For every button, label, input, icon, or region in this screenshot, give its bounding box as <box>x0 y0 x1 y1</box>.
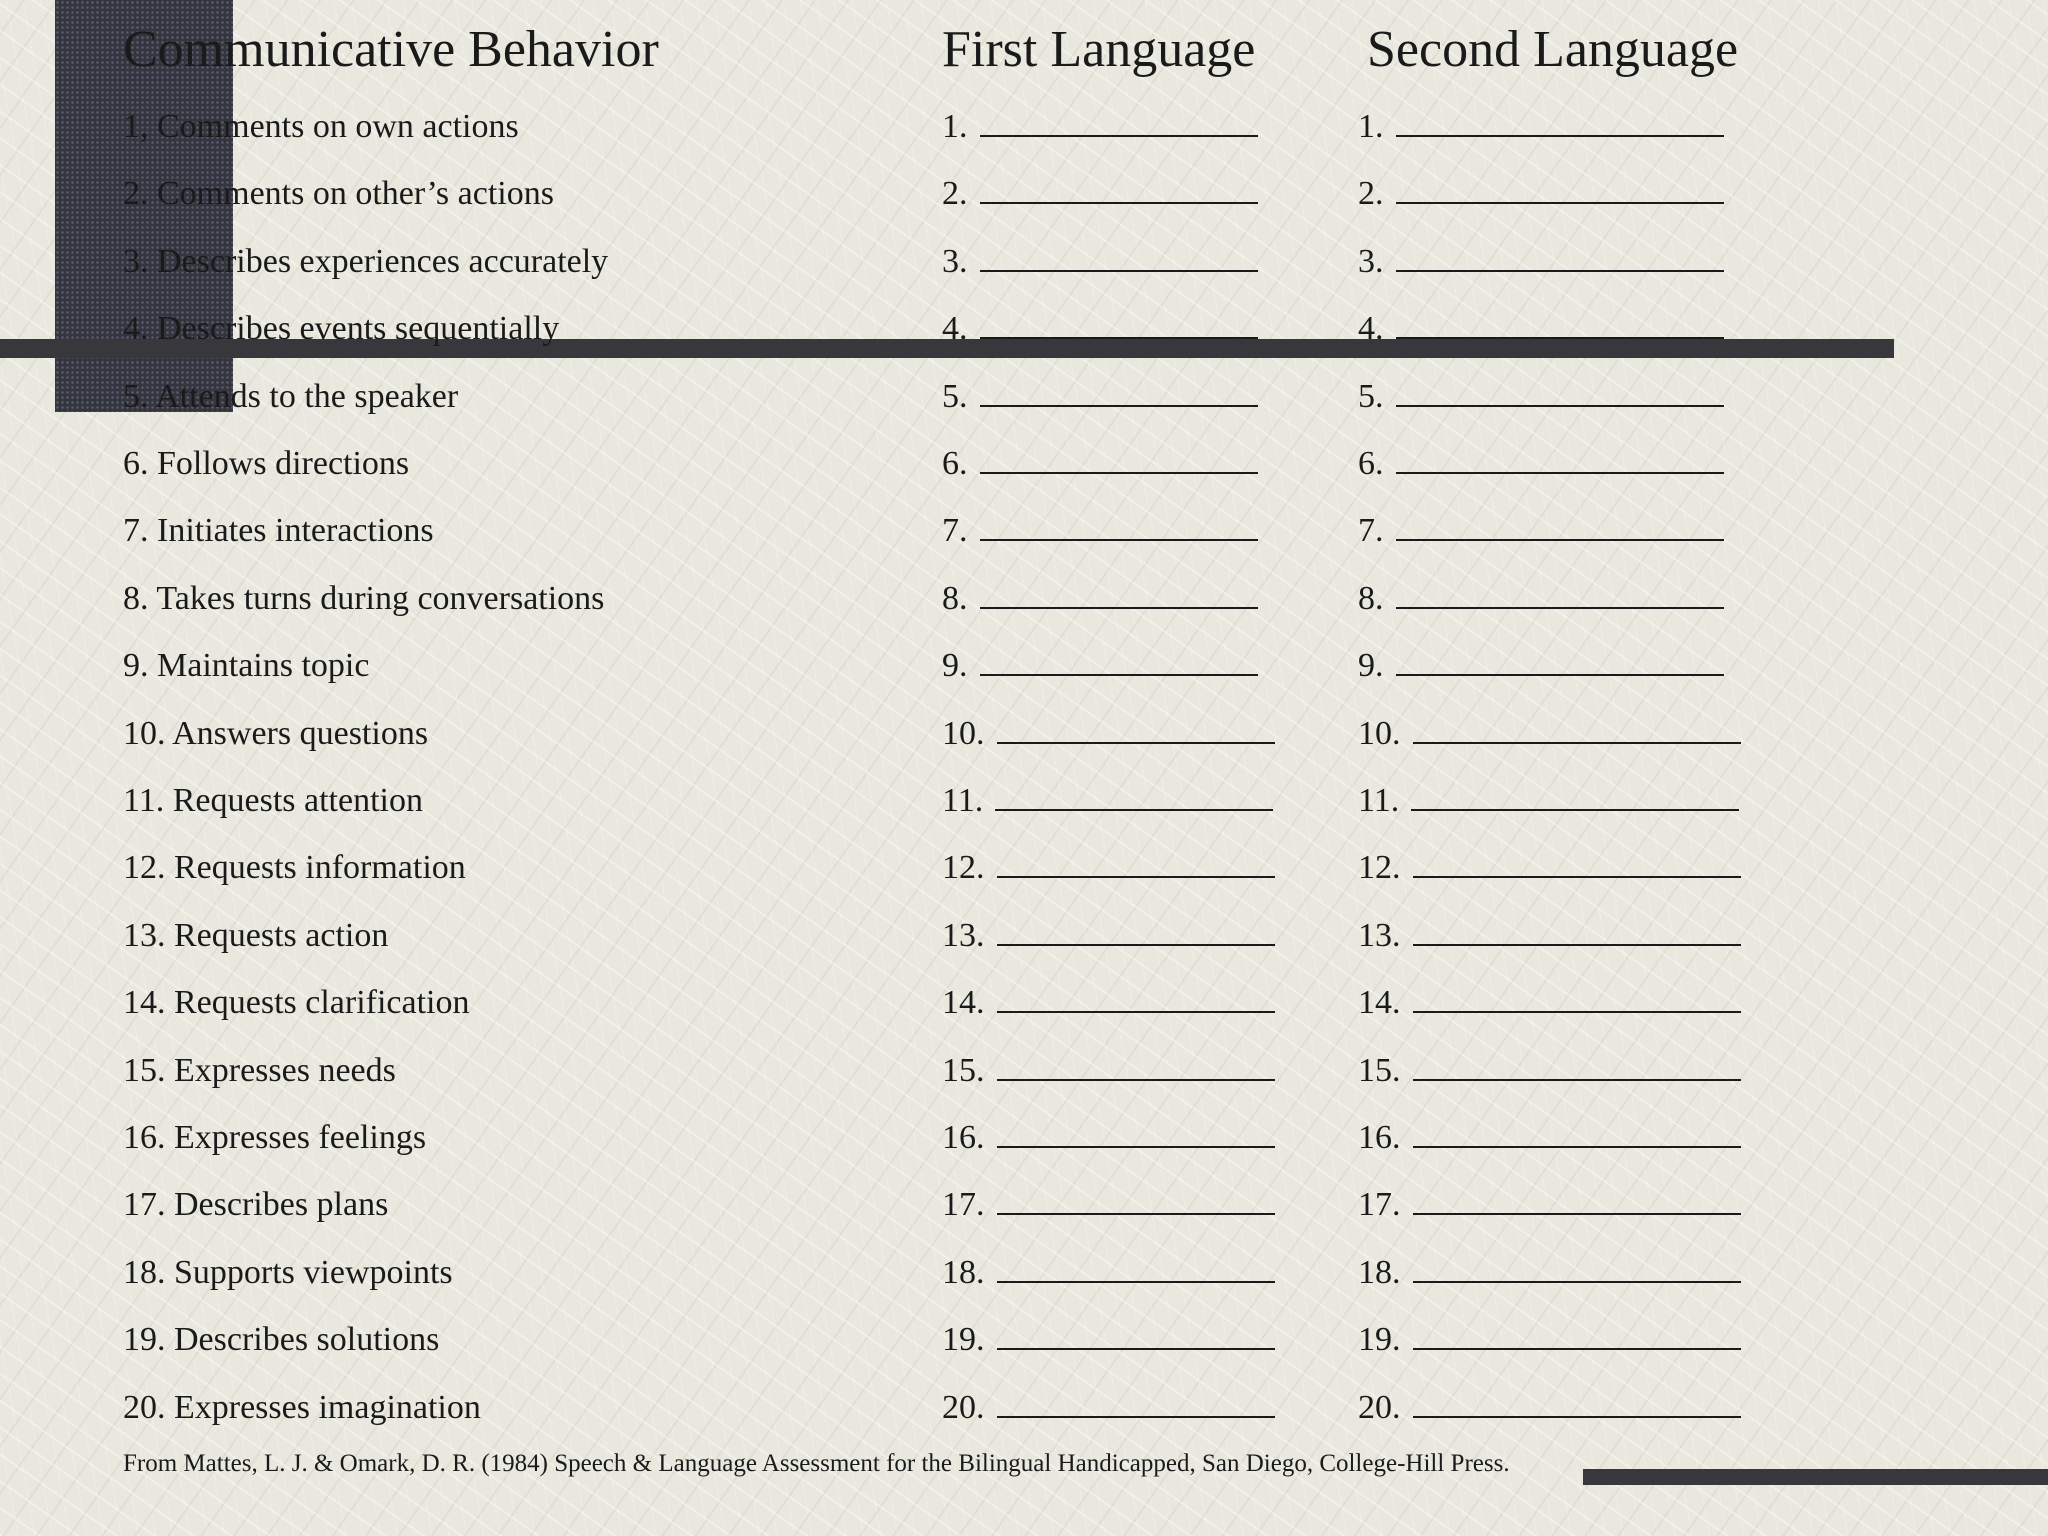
first-language-blank[interactable] <box>980 509 1258 541</box>
first-language-number: 11. <box>942 782 984 819</box>
first-language-blank[interactable] <box>980 240 1258 272</box>
first-language-number: 6. <box>942 445 968 482</box>
first-language-blank[interactable] <box>997 1116 1275 1148</box>
first-language-number: 18. <box>942 1254 985 1291</box>
first-language-entry <box>942 1384 1275 1432</box>
first-language-number: 9. <box>942 647 968 684</box>
first-language-blank[interactable] <box>980 442 1258 474</box>
first-language-number: 20. <box>942 1389 985 1426</box>
first-language-entry <box>942 170 1258 218</box>
checklist-row <box>0 1384 2048 1432</box>
first-language-number: 10. <box>942 715 985 752</box>
second-language-number: 1. <box>1358 108 1384 145</box>
second-language-blank[interactable] <box>1413 981 1741 1013</box>
first-language-entry <box>942 575 1258 623</box>
first-language-entry <box>942 844 1275 892</box>
first-language-number: 15. <box>942 1052 985 1089</box>
second-language-entry <box>1358 238 1724 286</box>
behavior-label: 2. Comments on other’s actions <box>123 175 554 212</box>
second-language-blank[interactable] <box>1413 1116 1741 1148</box>
checklist-row <box>0 642 2048 690</box>
first-language-blank[interactable] <box>997 1183 1275 1215</box>
second-language-blank[interactable] <box>1413 914 1741 946</box>
checklist-row <box>0 1181 2048 1229</box>
second-language-number: 16. <box>1358 1119 1401 1156</box>
second-language-number: 5. <box>1358 378 1384 415</box>
first-language-blank[interactable] <box>980 375 1258 407</box>
second-language-blank[interactable] <box>1396 240 1724 272</box>
first-language-entry <box>942 507 1258 555</box>
second-language-number: 20. <box>1358 1389 1401 1426</box>
first-language-number: 5. <box>942 378 968 415</box>
first-language-entry <box>942 710 1275 758</box>
first-language-number: 14. <box>942 984 985 1021</box>
second-language-number: 6. <box>1358 445 1384 482</box>
first-language-entry <box>942 305 1258 353</box>
second-language-blank[interactable] <box>1411 779 1739 811</box>
checklist-row <box>0 1047 2048 1095</box>
second-language-number: 4. <box>1358 310 1384 347</box>
second-language-entry <box>1358 507 1724 555</box>
checklist-row <box>0 979 2048 1027</box>
second-language-blank[interactable] <box>1413 712 1741 744</box>
first-language-blank[interactable] <box>997 846 1275 878</box>
checklist-row <box>0 170 2048 218</box>
second-language-blank[interactable] <box>1396 105 1724 137</box>
first-language-entry <box>942 103 1258 151</box>
checklist-row <box>0 912 2048 960</box>
behavior-label: 19. Describes solutions <box>123 1321 440 1358</box>
second-language-number: 9. <box>1358 647 1384 684</box>
second-language-blank[interactable] <box>1396 644 1724 676</box>
checklist-row <box>0 305 2048 353</box>
second-language-entry <box>1358 1384 1741 1432</box>
behavior-label: 20. Expresses imagination <box>123 1389 481 1426</box>
first-language-number: 16. <box>942 1119 985 1156</box>
behavior-label: 3. Describes experiences accurately <box>123 243 609 280</box>
first-language-entry <box>942 1181 1275 1229</box>
header-communicative-behavior: Communicative Behavior <box>123 21 659 78</box>
behavior-label: 12. Requests information <box>123 849 466 886</box>
second-language-number: 18. <box>1358 1254 1401 1291</box>
second-language-number: 10. <box>1358 715 1401 752</box>
second-language-entry <box>1358 710 1741 758</box>
second-language-blank[interactable] <box>1396 577 1724 609</box>
second-language-blank[interactable] <box>1413 1049 1741 1081</box>
second-language-entry <box>1358 440 1724 488</box>
second-language-entry <box>1358 305 1724 353</box>
checklist-row <box>0 1114 2048 1162</box>
second-language-entry <box>1358 642 1724 690</box>
checklist-row <box>0 575 2048 623</box>
first-language-entry <box>942 373 1258 421</box>
header-second-language: Second Language <box>1367 21 1739 78</box>
first-language-entry <box>942 1114 1275 1162</box>
second-language-entry <box>1358 170 1724 218</box>
second-language-entry <box>1358 1316 1741 1364</box>
checklist-row <box>0 710 2048 758</box>
second-language-entry <box>1358 373 1724 421</box>
second-language-blank[interactable] <box>1413 1318 1741 1350</box>
checklist-row <box>0 1316 2048 1364</box>
first-language-number: 17. <box>942 1186 985 1223</box>
header-first-language: First Language <box>942 21 1256 78</box>
behavior-label: 16. Expresses feelings <box>123 1119 427 1156</box>
first-language-entry <box>942 440 1258 488</box>
behavior-label: 14. Requests clarification <box>123 984 470 1021</box>
checklist-row <box>0 844 2048 892</box>
first-language-entry <box>942 1249 1275 1297</box>
second-language-number: 2. <box>1358 175 1384 212</box>
second-language-entry <box>1358 1114 1741 1162</box>
first-language-blank[interactable] <box>980 307 1258 339</box>
behavior-label: 7. Initiates interactions <box>123 512 434 549</box>
second-language-number: 12. <box>1358 849 1401 886</box>
first-language-number: 4. <box>942 310 968 347</box>
behavior-label: 18. Supports viewpoints <box>123 1254 453 1291</box>
behavior-label: 9. Maintains topic <box>123 647 370 684</box>
behavior-label: 4. Describes events sequentially <box>123 310 560 347</box>
first-language-number: 8. <box>942 580 968 617</box>
second-language-number: 14. <box>1358 984 1401 1021</box>
second-language-number: 15. <box>1358 1052 1401 1089</box>
checklist-row <box>0 777 2048 825</box>
second-language-entry <box>1358 575 1724 623</box>
second-language-number: 8. <box>1358 580 1384 617</box>
checklist-row <box>0 507 2048 555</box>
second-language-blank[interactable] <box>1396 375 1724 407</box>
checklist-row <box>0 440 2048 488</box>
first-language-number: 19. <box>942 1321 985 1358</box>
first-language-number: 1. <box>942 108 968 145</box>
first-language-blank[interactable] <box>997 981 1275 1013</box>
behavior-label: 13. Requests action <box>123 917 389 954</box>
behavior-label: 1, Comments on own actions <box>123 108 519 145</box>
first-language-blank[interactable] <box>980 172 1258 204</box>
second-language-entry <box>1358 844 1741 892</box>
second-language-number: 3. <box>1358 243 1384 280</box>
behavior-label: 6. Follows directions <box>123 445 410 482</box>
first-language-blank[interactable] <box>980 644 1258 676</box>
first-language-number: 13. <box>942 917 985 954</box>
checklist-row <box>0 103 2048 151</box>
second-language-blank[interactable] <box>1413 846 1741 878</box>
first-language-blank[interactable] <box>997 1251 1275 1283</box>
second-language-number: 7. <box>1358 512 1384 549</box>
first-language-entry <box>942 1316 1275 1364</box>
first-language-blank[interactable] <box>997 712 1275 744</box>
second-language-blank[interactable] <box>1413 1183 1741 1215</box>
second-language-entry <box>1358 103 1724 151</box>
second-language-number: 17. <box>1358 1186 1401 1223</box>
first-language-entry <box>942 979 1275 1027</box>
first-language-number: 7. <box>942 512 968 549</box>
second-language-entry <box>1358 1249 1741 1297</box>
second-language-entry <box>1358 912 1741 960</box>
first-language-blank[interactable] <box>980 105 1258 137</box>
first-language-blank[interactable] <box>997 1318 1275 1350</box>
second-language-number: 11. <box>1358 782 1400 819</box>
first-language-number: 2. <box>942 175 968 212</box>
second-language-entry <box>1358 777 1739 825</box>
first-language-blank[interactable] <box>997 1386 1275 1418</box>
first-language-entry <box>942 1047 1275 1095</box>
behavior-label: 17. Describes plans <box>123 1186 389 1223</box>
first-language-blank[interactable] <box>997 914 1275 946</box>
second-language-blank[interactable] <box>1396 509 1724 541</box>
behavior-label: 8. Takes turns during conversations <box>123 580 605 617</box>
second-language-blank[interactable] <box>1413 1251 1741 1283</box>
second-language-number: 19. <box>1358 1321 1401 1358</box>
first-language-blank[interactable] <box>980 577 1258 609</box>
first-language-blank[interactable] <box>995 779 1273 811</box>
first-language-entry <box>942 912 1275 960</box>
first-language-entry <box>942 238 1258 286</box>
citation: From Mattes, L. J. & Omark, D. R. (1984) Speech & Language Assessment for the Bilingual Handicapped, San Diego, College-Hill Press. <box>123 1450 1510 1477</box>
second-language-entry <box>1358 1181 1741 1229</box>
second-language-blank[interactable] <box>1396 172 1724 204</box>
second-language-blank[interactable] <box>1396 442 1724 474</box>
checklist-row <box>0 1249 2048 1297</box>
first-language-entry <box>942 777 1273 825</box>
behavior-label: 15. Expresses needs <box>123 1052 396 1089</box>
second-language-blank[interactable] <box>1396 307 1724 339</box>
first-language-blank[interactable] <box>997 1049 1275 1081</box>
behavior-label: 5. Attends to the speaker <box>123 378 459 415</box>
second-language-number: 13. <box>1358 917 1401 954</box>
first-language-number: 12. <box>942 849 985 886</box>
behavior-label: 10. Answers questions <box>123 715 429 752</box>
second-language-entry <box>1358 1047 1741 1095</box>
first-language-entry <box>942 642 1258 690</box>
checklist-row <box>0 238 2048 286</box>
checklist-row <box>0 373 2048 421</box>
second-language-blank[interactable] <box>1413 1386 1741 1418</box>
first-language-number: 3. <box>942 243 968 280</box>
second-language-entry <box>1358 979 1741 1027</box>
behavior-label: 11. Requests attention <box>123 782 423 819</box>
